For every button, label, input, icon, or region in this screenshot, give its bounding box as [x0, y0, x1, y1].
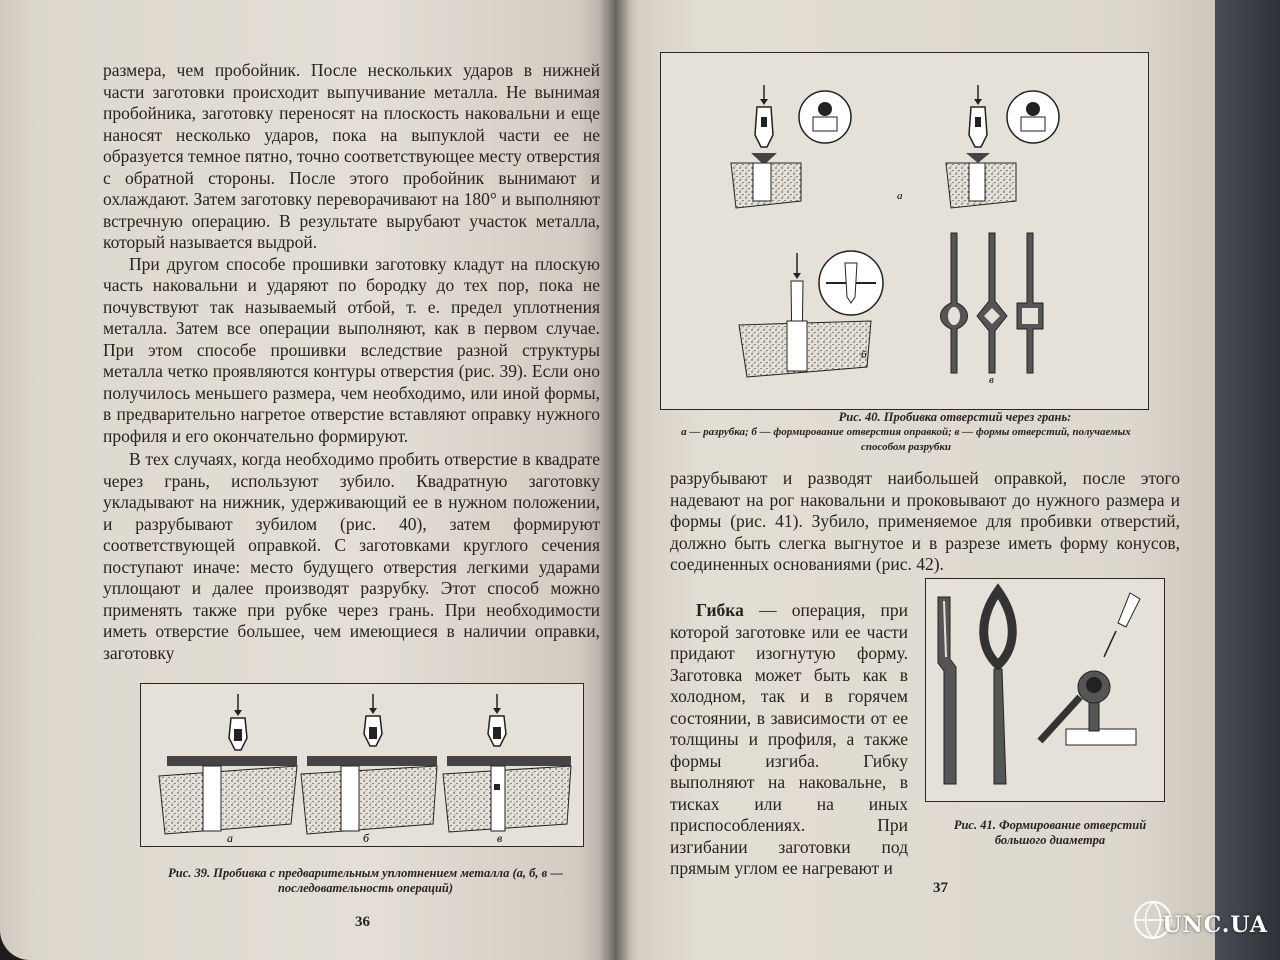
- fig40-c: [941, 233, 1044, 386]
- fig39-step-a: [159, 694, 297, 834]
- fig40-label-c: в: [989, 374, 994, 386]
- right-page-text-top: разрубывают и разводят наибольшей оправкой, после этого надевают на рог наковальни и проковывают до нужного размера и формы (рис. 41). Зубило, применяемое для пробивки отверстий, должно быть слегка выгнутое и в разрезе иметь форму конусов, соединенных основаниями (рис. 42).: [670, 468, 1180, 574]
- fig40-a-left: [731, 85, 851, 208]
- fig40-b: [739, 251, 883, 377]
- watermark: UNC.UA: [1162, 912, 1268, 938]
- left-page: [0, 0, 615, 960]
- figure-40-caption-sub: а — разрубка; б — формирование отверстия оправкой; в — формы отверстий, получаемых способом разрубки: [681, 426, 1131, 453]
- fig39-label-c: в: [497, 831, 503, 845]
- figure-41-drawing: [926, 579, 1164, 801]
- figure-40-drawing: [661, 53, 1148, 409]
- figure-39: [140, 683, 584, 847]
- term-gibka: Гибка: [696, 600, 744, 620]
- paragraph-3: В тех случаях, когда необходимо пробить отверстие в квадрате через грань, используют зубило. Квадратную заготовку укладывают на нижник, удерживающий ее в нужном положении, и разрубывают зубилом (рис. 40), затем формируют соответствующей оправкой. С заготовками круглого сечения поступают иначе: место будущего отверстия легкими ударами уплощают и далее производят разрубку. Этот способ можно применять также при рубке через грань. При необходимости иметь отверстие большее, чем имеющиеся в наличии оправки, заготовку: [103, 449, 600, 663]
- book-cover-edge: [1210, 0, 1280, 960]
- right-page: [615, 0, 1215, 960]
- book-gutter: [600, 0, 630, 960]
- left-page-text: [103, 60, 600, 664]
- fig40-label-b: б: [861, 349, 867, 361]
- fig39-step-c: [443, 694, 571, 832]
- gibka-definition: — операция, при которой заготовке или ее части придают изогнутую форму. Заготовка может быть как в холодном, так и в горячем состоянии, в зависимости от ее толщины и профиля, а также формы изгиба. Гибку выполняют на наковальне, в тисках или на иных приспособлениях. При изгибании заготовки под прямым углом ее нагревают и: [670, 600, 908, 878]
- figure-39-drawing: [141, 684, 583, 846]
- fig39-label-a: а: [227, 831, 233, 845]
- fig39-step-b: [301, 694, 437, 834]
- fig40-label-a: а: [897, 190, 903, 202]
- fig40-a-right: [946, 85, 1059, 208]
- figure-41-caption: Рис. 41. Формирование отверстий большого диаметра: [953, 818, 1147, 847]
- page-number-right: 37: [933, 880, 948, 896]
- page-number-left: 36: [355, 914, 370, 930]
- fig39-label-b: б: [363, 831, 370, 845]
- figure-39-caption: Рис. 39. Пробивка с предварительным уплотнением металла (а, б, в — последовательность операций): [168, 866, 563, 895]
- right-page-text-gibka: [670, 600, 908, 880]
- figure-40: [660, 52, 1149, 410]
- figure-41: [925, 578, 1165, 802]
- paragraph-1: размера, чем пробойник. После нескольких ударов в нижней части заготовки происходит выпучивание металла. Не вынимая пробойника, заготовку переносят на плоскость наковальни и еще наносят несколько ударов, пока на выпуклой части ее не образуется темное пятно, точно соответствующее месту отверстия с обратной стороны. После этого пробойник вынимают и охлаждают. Затем заготовку переворачивают на 180° и выполняют встречную операцию. В результате вырубают участок металла, который называется выдрой.: [103, 60, 600, 252]
- figure-40-caption-title: Рис. 40. Пробивка отверстий через грань:: [838, 410, 1072, 424]
- paragraph-2: При другом способе прошивки заготовку кладут на плоскую часть наковальни и ударяют по бородку до тех пор, пока не почувствуют так называемый отбой, т. е. предел уплотнения металла. Затем все операции выполняют, как в первом случае. При этом способе прошивки вследствие разной структуры металла четко проявляются контуры отверстия (рис. 39). Если оно получилось меньшего размера, чем необходимо, или иной формы, в предварительно нагретое отверстие вставляют оправку нужного профиля и его окончательно формируют.: [103, 253, 600, 446]
